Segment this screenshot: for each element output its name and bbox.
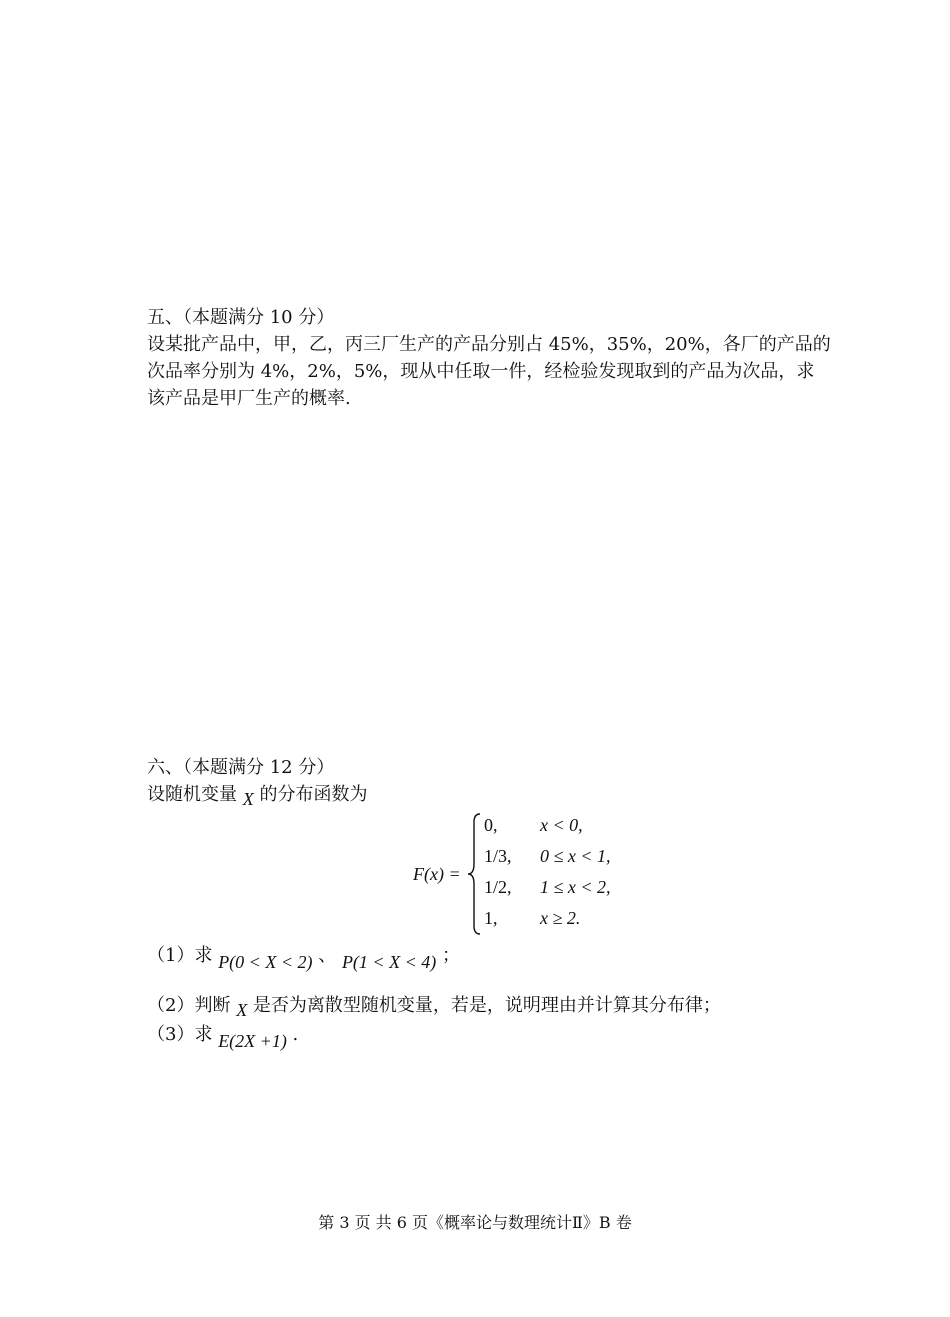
part-3-label: （3）求 xyxy=(147,1024,213,1045)
page-footer: 第 3 页 共 6 页《概率论与数理统计Ⅱ》B 卷 xyxy=(318,1213,632,1232)
case-row-4-condition: x ≥ 2. xyxy=(540,908,581,928)
part-3-end: . xyxy=(292,1024,299,1045)
case-row-4-value: 1, xyxy=(484,908,498,928)
part-2-label: （2）判断 xyxy=(147,995,231,1016)
part-3-expression: E(2X +1) xyxy=(218,1031,287,1051)
q6-intro-text-b: 的分布函数为 xyxy=(259,784,368,805)
q5-heading: 五、（本题满分 10 分） xyxy=(147,307,335,328)
case-row-2-condition: 0 ≤ x < 1, xyxy=(540,846,611,866)
q6-part-3 xyxy=(147,1020,298,1049)
part-1-expression-2: P(1 < X < 4) xyxy=(341,952,437,972)
case-row-3-condition: 1 ≤ x < 2, xyxy=(540,877,611,897)
q6-intro-text-a: 设随机变量 xyxy=(147,784,237,805)
part-1-end: ； xyxy=(441,945,460,966)
q5-line-1: 设某批产品中，甲，乙，丙三厂生产的产品分别占 45%，35%，20%，各厂的产品的 xyxy=(147,334,831,355)
part-1-separator: 、 xyxy=(318,945,337,966)
case-row-2-value: 1/3, xyxy=(484,846,512,866)
q5-line-3: 该产品是甲厂生产的概率. xyxy=(147,388,351,409)
q5-line-2: 次品率分别为 4%，2%，5%，现从中任取一件，经检验发现取到的产品为次品，求 xyxy=(147,361,815,382)
case-row-1-condition: x < 0, xyxy=(540,815,583,835)
left-brace-icon xyxy=(466,812,482,936)
q6-intro xyxy=(147,780,367,809)
q6-part-1 xyxy=(147,941,460,970)
case-row-3-value: 1/2, xyxy=(484,877,512,897)
part-2-variable: X xyxy=(236,1000,248,1020)
function-lhs: F(x) = xyxy=(413,864,461,884)
q6-heading: 六、（本题满分 12 分） xyxy=(147,757,335,778)
q6-part-2 xyxy=(147,991,721,1020)
part-2-text: 是否为离散型随机变量，若是，说明理由并计算其分布律； xyxy=(252,995,721,1016)
q6-intro-variable: X xyxy=(242,789,254,809)
part-1-expression-1: P(0 < X < 2) xyxy=(218,952,313,972)
part-1-label: （1）求 xyxy=(147,945,213,966)
case-row-1-value: 0, xyxy=(484,815,498,835)
